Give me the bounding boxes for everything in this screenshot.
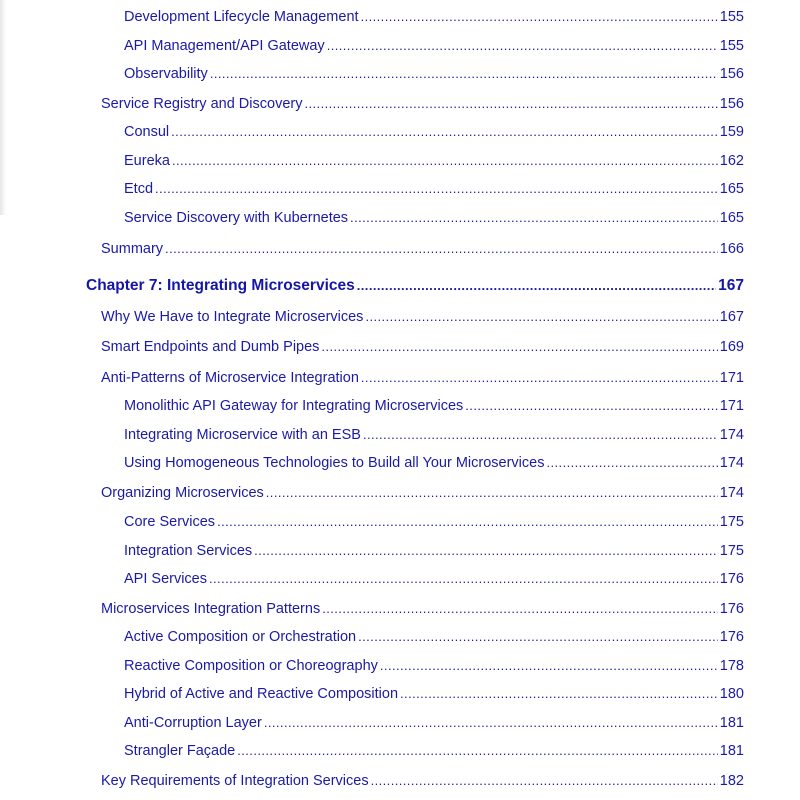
toc-entry-title: Eureka xyxy=(124,153,170,169)
toc-entry-title: API Services xyxy=(124,571,207,587)
toc-chapter-title: Chapter 7: Integrating Microservices xyxy=(86,277,355,294)
dot-leader xyxy=(209,569,718,589)
toc-entry-page: 165 xyxy=(719,210,744,226)
toc-entry-title: Organizing Microservices xyxy=(101,485,264,501)
dot-leader xyxy=(327,36,718,56)
toc-entry-page: 182 xyxy=(719,773,744,789)
toc-entry-page: 167 xyxy=(719,309,744,325)
toc-entry-integration-patterns[interactable] xyxy=(101,599,744,619)
toc-entry-service-registry-and-discovery[interactable] xyxy=(101,94,744,114)
toc-entry-observability[interactable] xyxy=(124,64,744,84)
toc-entry-eureka[interactable] xyxy=(124,151,744,171)
toc-chapter-page: 167 xyxy=(718,277,744,294)
toc-entry-title: Anti-Patterns of Microservice Integration xyxy=(101,370,359,386)
toc-entry-title: Summary xyxy=(101,241,164,257)
toc-entry-page: 175 xyxy=(719,543,744,559)
dot-leader xyxy=(358,627,718,647)
toc-entry-title: Service Registry and Discovery xyxy=(101,96,303,112)
dot-leader xyxy=(365,307,717,327)
toc-entry-title: Anti-Corruption Layer xyxy=(124,715,262,731)
toc-entry-page: 171 xyxy=(719,398,744,414)
dot-leader xyxy=(371,771,718,791)
toc-entry-smart-endpoints-dumb-pipes[interactable] xyxy=(101,337,744,357)
dot-leader xyxy=(546,453,717,473)
toc-entry-api-management[interactable] xyxy=(124,36,744,56)
toc-entry-title: Service Discovery with Kubernetes xyxy=(124,210,349,226)
toc-entry-integration-services[interactable] xyxy=(124,541,744,561)
dot-leader xyxy=(357,276,716,296)
toc-entry-page: 181 xyxy=(719,743,744,759)
toc-entry-why-integrate-microservices[interactable] xyxy=(101,307,744,327)
dot-leader xyxy=(361,368,718,388)
toc-entry-development-lifecycle-management[interactable] xyxy=(124,7,744,27)
toc-entry-title: Reactive Composition or Choreography xyxy=(124,658,378,674)
toc-chapter-7-integrating-microservices[interactable] xyxy=(86,276,744,296)
dot-leader xyxy=(304,94,717,114)
toc-entry-page: 166 xyxy=(719,241,744,257)
dot-leader xyxy=(165,239,718,259)
dot-leader xyxy=(237,741,718,761)
toc-entry-page: 181 xyxy=(719,715,744,731)
toc-entry-consul[interactable] xyxy=(124,122,744,142)
dot-leader xyxy=(361,7,718,27)
toc-entry-page: 180 xyxy=(719,686,744,702)
toc-entry-monolithic-api-gateway[interactable] xyxy=(124,396,744,416)
toc-entry-title: Key Requirements of Integration Services xyxy=(101,773,369,789)
dot-leader xyxy=(171,122,718,142)
dot-leader xyxy=(254,541,718,561)
dot-leader xyxy=(266,483,718,503)
toc-entry-title: Monolithic API Gateway for Integrating Microservices xyxy=(124,398,464,414)
toc-entry-page: 174 xyxy=(719,455,744,471)
toc-entry-page: 176 xyxy=(719,571,744,587)
toc-entry-title: Strangler Façade xyxy=(124,743,236,759)
toc-entry-organizing-microservices[interactable] xyxy=(101,483,744,503)
dot-leader xyxy=(321,337,717,357)
toc-entry-hybrid-composition[interactable] xyxy=(124,684,744,704)
toc-entry-page: 174 xyxy=(719,427,744,443)
toc-entry-title: Smart Endpoints and Dumb Pipes xyxy=(101,339,320,355)
dot-leader xyxy=(217,512,718,532)
toc-entry-page: 156 xyxy=(719,96,744,112)
toc-entry-page: 178 xyxy=(719,658,744,674)
toc-entry-page: 176 xyxy=(719,629,744,645)
toc-entry-key-requirements[interactable] xyxy=(101,771,744,791)
toc-entry-anti-patterns[interactable] xyxy=(101,368,744,388)
dot-leader xyxy=(363,425,718,445)
toc-entry-title: Core Services xyxy=(124,514,216,530)
toc-entry-title: Integration Services xyxy=(124,543,253,559)
toc-entry-strangler-facade[interactable] xyxy=(124,741,744,761)
toc-entry-page: 165 xyxy=(719,181,744,197)
toc-entry-title: Development Lifecycle Management xyxy=(124,9,359,25)
toc-entry-page: 155 xyxy=(719,9,744,25)
toc-entry-service-discovery-with-kubernetes[interactable] xyxy=(124,208,744,228)
toc-entry-anti-corruption-layer[interactable] xyxy=(124,713,744,733)
toc-entry-page: 169 xyxy=(719,339,744,355)
toc-entry-title: Integrating Microservice with an ESB xyxy=(124,427,361,443)
toc-entry-active-composition[interactable] xyxy=(124,627,744,647)
dot-leader xyxy=(465,396,718,416)
toc-entry-homogeneous-technologies[interactable] xyxy=(124,453,744,473)
toc-entry-page: 171 xyxy=(719,370,744,386)
dot-leader xyxy=(350,208,718,228)
toc-entry-summary[interactable] xyxy=(101,239,744,259)
dot-leader xyxy=(264,713,718,733)
toc-entry-title: Hybrid of Active and Reactive Composition xyxy=(124,686,399,702)
toc-entry-etcd[interactable] xyxy=(124,179,744,199)
toc-entry-page: 159 xyxy=(719,124,744,140)
toc-entry-title: Using Homogeneous Technologies to Build all Your Microservices xyxy=(124,455,545,471)
toc-entry-title: API Management/API Gateway xyxy=(124,38,325,54)
dot-leader xyxy=(210,64,718,84)
toc-entry-title: Microservices Integration Patterns xyxy=(101,601,321,617)
toc-entry-integrating-with-esb[interactable] xyxy=(124,425,744,445)
toc-entry-title: Consul xyxy=(124,124,170,140)
toc-entry-title: Active Composition or Orchestration xyxy=(124,629,357,645)
dot-leader xyxy=(322,599,718,619)
toc-entry-title: Observability xyxy=(124,66,208,82)
toc-entry-core-services[interactable] xyxy=(124,512,744,532)
dot-leader xyxy=(172,151,718,171)
dot-leader xyxy=(380,656,718,676)
toc-entry-title: Etcd xyxy=(124,181,154,197)
toc-entry-api-services[interactable] xyxy=(124,569,744,589)
toc-entry-page: 155 xyxy=(719,38,744,54)
dot-leader xyxy=(155,179,718,199)
toc-entry-page: 162 xyxy=(719,153,744,169)
toc-entry-page: 174 xyxy=(719,485,744,501)
toc-entry-page: 176 xyxy=(719,601,744,617)
dot-leader xyxy=(400,684,718,704)
toc-entry-page: 175 xyxy=(719,514,744,530)
toc-entry-page: 156 xyxy=(719,66,744,82)
toc-entry-reactive-composition[interactable] xyxy=(124,656,744,676)
toc-entry-title: Why We Have to Integrate Microservices xyxy=(101,309,364,325)
